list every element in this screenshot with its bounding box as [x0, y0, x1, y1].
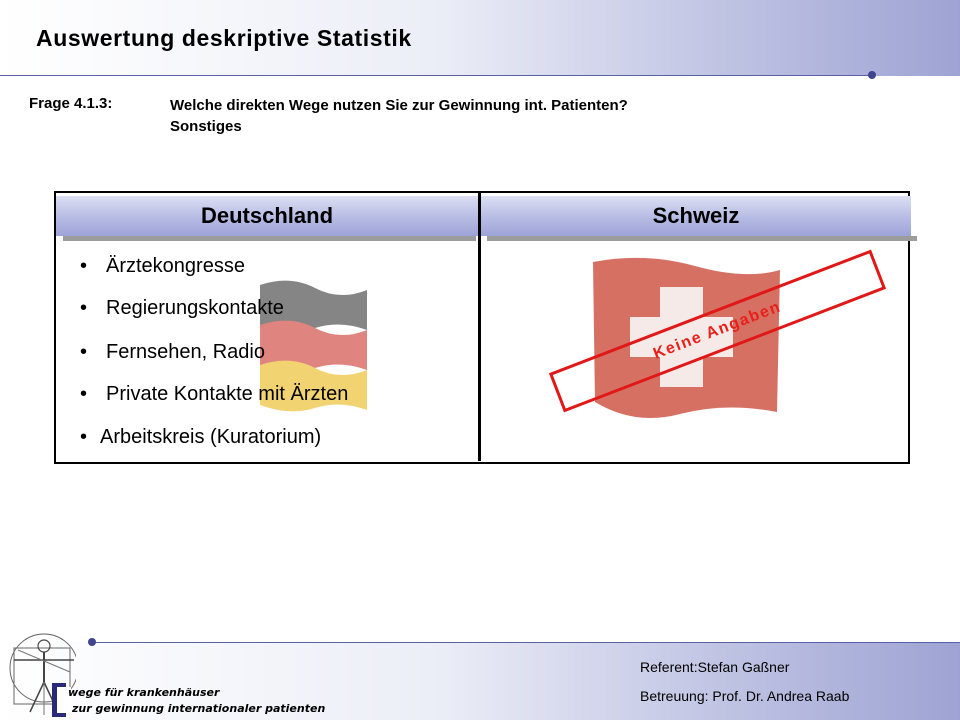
slide-title: Auswertung deskriptive Statistik	[36, 25, 412, 51]
question-line-2: Sonstiges	[170, 118, 242, 135]
logo-line-1: wege für krankenhäuser	[68, 686, 220, 699]
keine-angaben-stamp: Keine Angaben	[549, 250, 886, 413]
list-item: • Ärztekongresse	[80, 255, 245, 277]
question-line-1: Welche direkten Wege nutzen Sie zur Gewinnung int. Patienten?	[170, 97, 628, 114]
rule-end-dot	[868, 71, 876, 79]
project-logo	[6, 620, 326, 720]
referent-text: Referent:Stefan Gaßner	[640, 659, 790, 675]
column-header-schweiz: Schweiz	[481, 196, 911, 236]
column-divider	[478, 193, 481, 461]
list-item: • Fernsehen, Radio	[80, 341, 265, 363]
list-item: • Private Kontakte mit Ärzten	[80, 383, 349, 405]
title-rule	[0, 75, 872, 76]
question-text	[170, 95, 628, 137]
question-label: Frage 4.1.3:	[29, 95, 113, 112]
betreuung-text: Betreuung: Prof. Dr. Andrea Raab	[640, 688, 850, 704]
list-item: • Regierungskontakte	[80, 297, 284, 319]
logo-line-2: zur gewinnung internationaler patienten	[72, 702, 326, 715]
list-item: • Arbeitskreis (Kuratorium)	[80, 426, 322, 448]
header-shadow-deutschland	[63, 236, 476, 241]
header-shadow-schweiz	[487, 236, 917, 241]
column-header-deutschland: Deutschland	[56, 196, 478, 236]
